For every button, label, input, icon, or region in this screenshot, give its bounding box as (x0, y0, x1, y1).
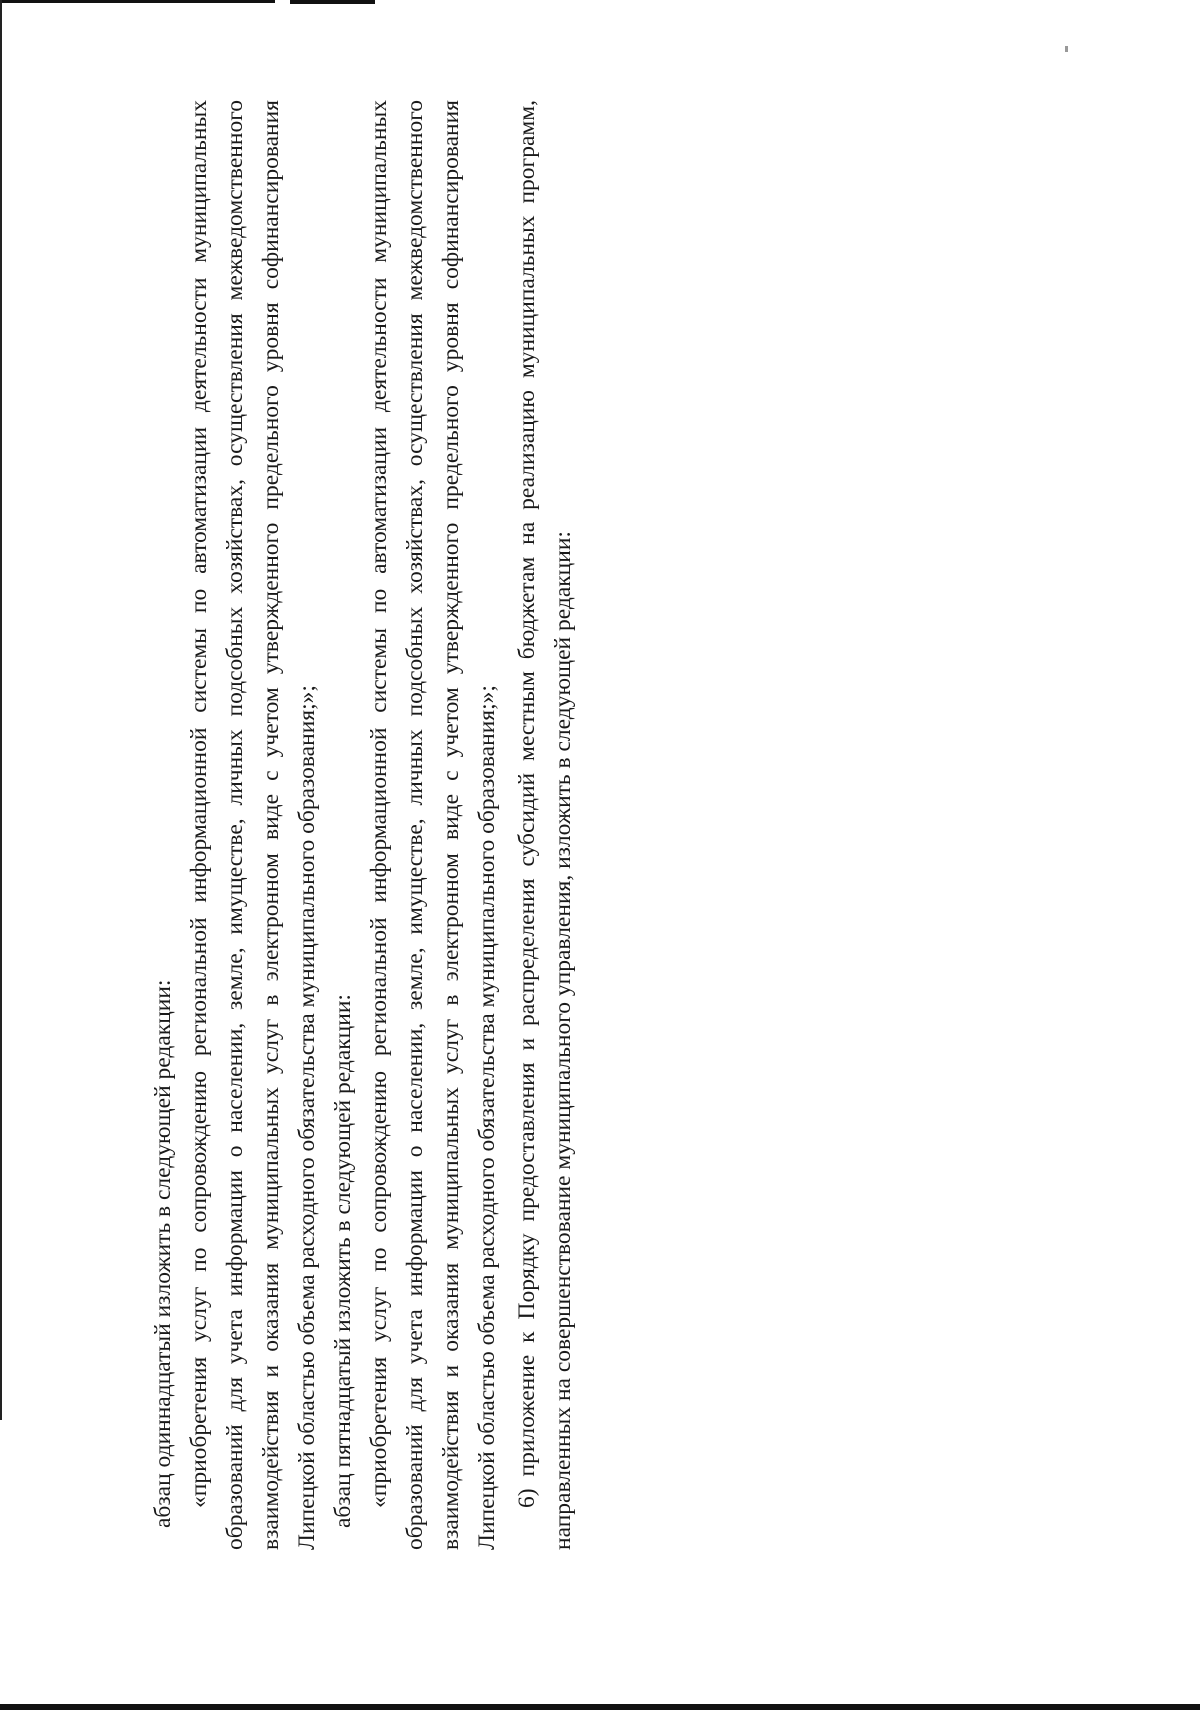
paragraph-fifteen-intro: абзац пятнадцатый изложить в следующей редакции: (330, 994, 356, 1528)
document-body (145, 100, 685, 1550)
scan-artifact-top-line (0, 0, 275, 3)
scan-artifact-bottom-line (0, 1704, 1200, 1710)
paragraph-eleven-intro: абзац одиннадцатый изложить в следующей редакции: (150, 979, 176, 1528)
paragraph-fifteen-text: «приобретения услуг по сопровождению региональной информационной системы по автоматизации деятельности муниципальных образований для учета информации о населении, земле, имуществе, личных подсобных хозяйствах, осуществления межведомственного взаимодействия и оказания муниципальных услуг в электронном виде с учетом утвержденного предельного уровня софинансирования Липецкой областью объема расходного обязательства муниципального образования;»; (366, 100, 500, 1550)
scan-artifact-top-line-short (290, 0, 375, 4)
paragraph-eleven-text: «приобретения услуг по сопровождению региональной информационной системы по автоматизации деятельности муниципальных образований для учета информации о населении, земле, имуществе, личных подсобных хозяйствах, осуществления межведомственного взаимодействия и оказания муниципальных услуг в электронном виде с учетом утвержденного предельного уровня софинансирования Липецкой областью объема расходного обязательства муниципального образования;»; (186, 100, 320, 1550)
scan-artifact-left-line (0, 0, 2, 1420)
paragraph-appendix-item: 6) приложение к Порядку предоставления и распределения субсидий местным бюджетам на реализацию муниципальных программ, направленных на совершенствование муниципального управления, изложить в следующей редакции: (514, 100, 576, 1550)
scan-artifact-dot (1065, 46, 1068, 52)
